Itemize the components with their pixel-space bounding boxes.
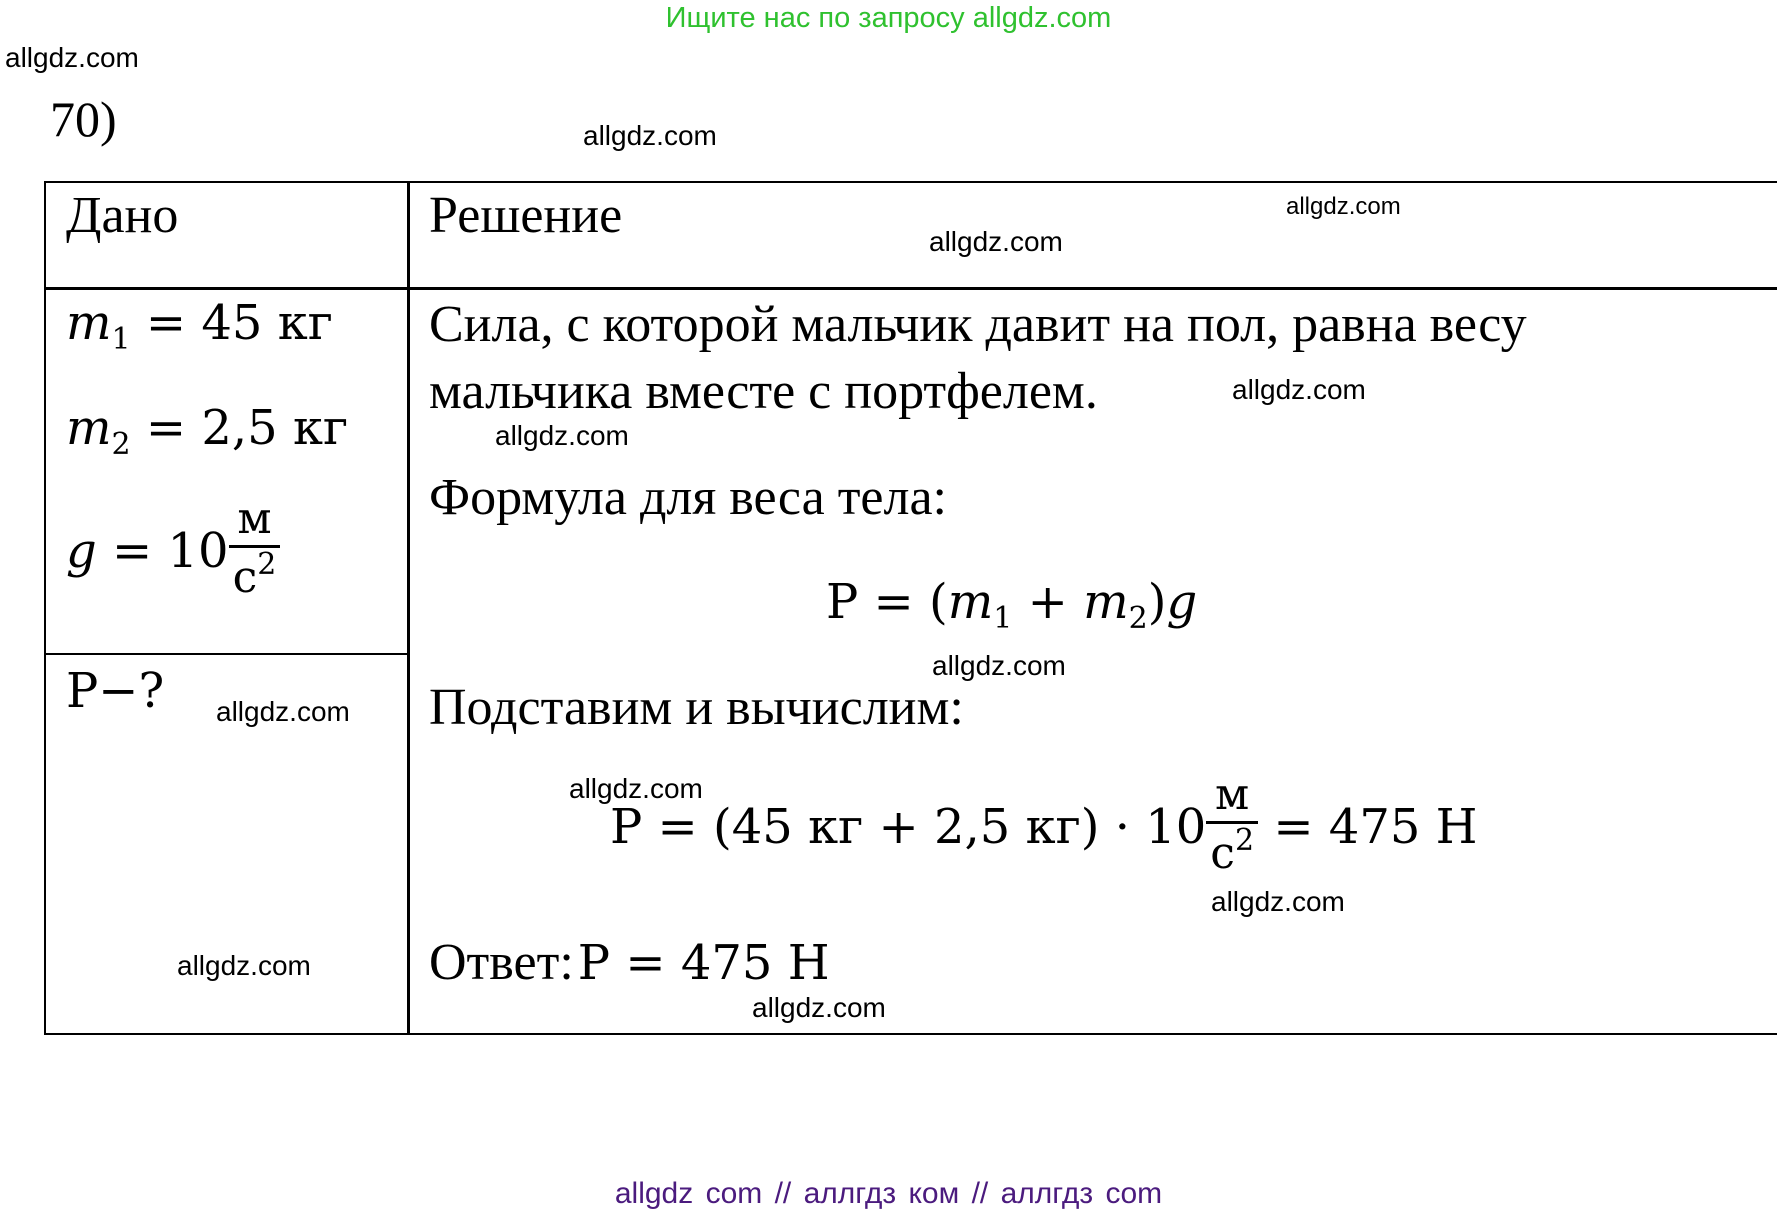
watermark: allgdz.com — [932, 650, 1066, 681]
calc-expression: P = (45 кг + 2,5 кг) · 10 — [610, 799, 1207, 856]
g-value: = 10 — [112, 523, 229, 580]
watermark: allgdz.com — [752, 992, 886, 1023]
substitute-label: Подставим и вычислим: — [429, 679, 964, 736]
find-quantity: P−? — [66, 663, 165, 719]
given-find-divider — [44, 653, 409, 655]
given-m2 — [66, 400, 348, 462]
watermark: allgdz.com — [495, 420, 629, 451]
given-m1 — [66, 295, 333, 357]
calc-unit-numerator: м — [1215, 769, 1250, 820]
m1-symbol: m — [66, 295, 112, 351]
solution-line-2: мальчика вместе с портфелем. — [429, 363, 1098, 420]
watermark: allgdz.com — [583, 120, 717, 151]
calc-result: = 475 Н — [1273, 799, 1478, 856]
answer — [429, 933, 830, 992]
watermark: allgdz.com — [569, 773, 703, 804]
table-column-divider — [407, 181, 410, 1035]
watermark: allgdz.com — [1211, 886, 1345, 917]
g-unit-fraction — [229, 494, 281, 603]
watermark: allgdz.com — [5, 42, 139, 73]
answer-value: P = 475 Н — [577, 935, 830, 991]
solution-line-1: Сила, с которой мальчик давит на пол, равна весу — [429, 296, 1527, 353]
solution-header: Решение — [429, 187, 623, 244]
calc-unit-denominator: $с^2$ — [1206, 821, 1258, 880]
bottom-banner[interactable]: allgdz com // аллгдз ком // аллгдз com — [614, 1177, 1163, 1210]
m1-subscript: 1 — [111, 322, 131, 357]
table-header-divider — [44, 287, 1777, 290]
m2-value: = 2,5 кг — [145, 400, 349, 456]
calculation — [610, 769, 1478, 885]
watermark: allgdz.com — [1286, 193, 1401, 220]
g-symbol: g — [66, 523, 97, 580]
top-banner[interactable]: Ищите нас по запросу allgdz.com — [665, 2, 1112, 34]
watermark: allgdz.com — [1232, 374, 1366, 405]
g-unit-numerator: м — [237, 493, 272, 544]
watermark: allgdz.com — [216, 696, 350, 727]
answer-label: Ответ: — [429, 934, 574, 991]
m2-symbol: m — [66, 400, 112, 456]
table-border-bottom — [44, 1033, 1777, 1035]
watermark: allgdz.com — [177, 950, 311, 981]
watermark: allgdz.com — [929, 226, 1063, 257]
problem-number: 70) — [50, 91, 117, 147]
g-unit-denominator: $с^2$ — [229, 545, 281, 604]
given-g — [66, 493, 280, 609]
table-border-left — [44, 181, 46, 1035]
calc-unit-fraction — [1206, 770, 1258, 879]
table-border-top — [44, 181, 1777, 183]
m2-subscript: 2 — [111, 427, 131, 462]
given-header: Дано — [66, 187, 179, 244]
weight-formula: $P = (m_1 + m_2)g$ — [826, 574, 1198, 636]
m1-value: = 45 кг — [145, 295, 333, 351]
formula-label: Формула для веса тела: — [429, 469, 947, 526]
